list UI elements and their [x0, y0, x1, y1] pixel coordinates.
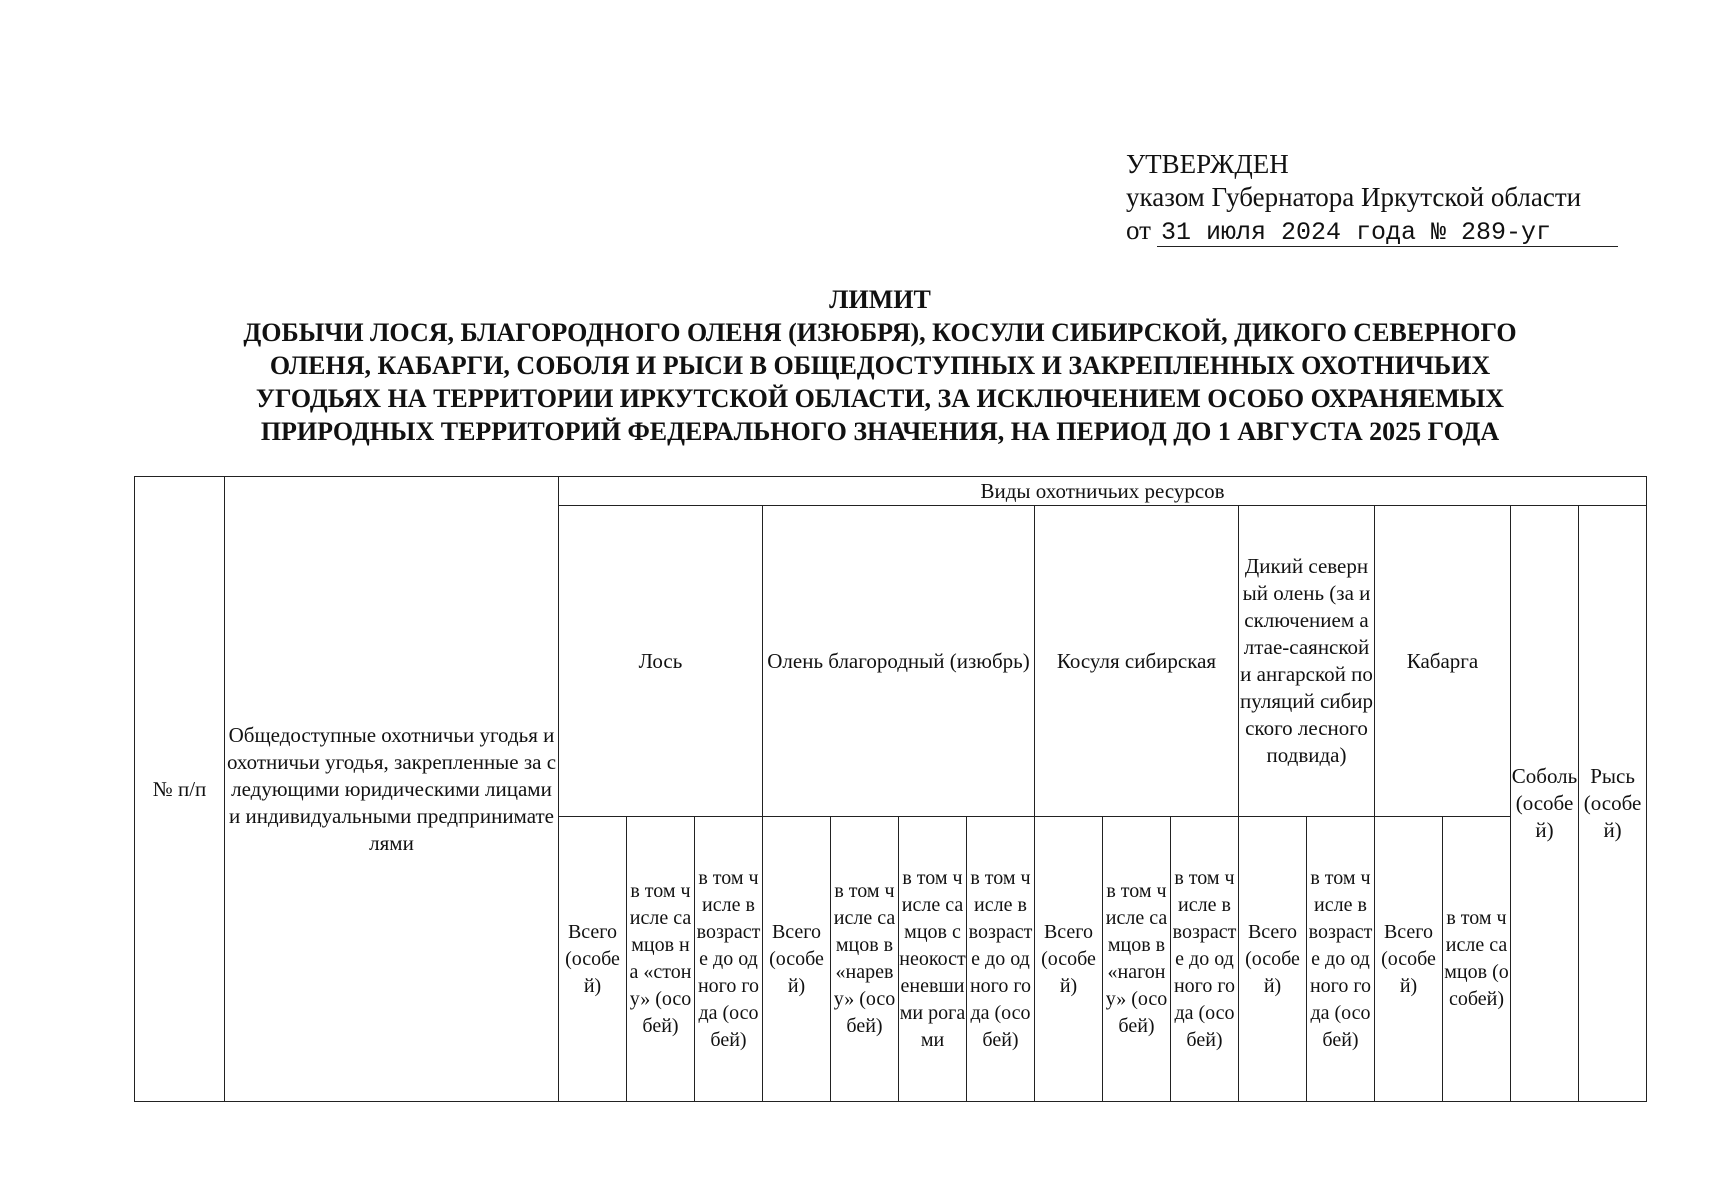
header-group-moose: Лось: [559, 506, 763, 817]
limits-table: [134, 476, 1647, 1102]
header-group-lynx: Рысь (особей): [1579, 506, 1647, 1102]
header-reindeer-under-one: в том числе в возрасте до одного года (особей): [1307, 817, 1375, 1102]
approval-stamp: [1126, 148, 1626, 247]
header-musk-deer-males: в том числе самцов (особей): [1443, 817, 1511, 1102]
header-group-musk-deer: Кабарга: [1375, 506, 1511, 817]
header-hunting-lands: Общедоступные охотничьи угодья и охотничьи угодья, закрепленные за следующими юридическими лицами и индивидуальными предпринимателями: [225, 477, 559, 1102]
header-resource-types: Виды охотничьих ресурсов: [559, 477, 1647, 506]
header-group-sable: Соболь (особей): [1511, 506, 1579, 1102]
header-roe-deer-under-one: в том числе в возрасте до одного года (особей): [1171, 817, 1239, 1102]
header-musk-deer-total: Всего (особей): [1375, 817, 1443, 1102]
header-moose-males-rut: в том числе самцов на «стону» (особей): [627, 817, 695, 1102]
header-red-deer-males-antlers: в том числе самцов с неокостеневшими рогами: [899, 817, 967, 1102]
approval-decree-line: указом Губернатора Иркутской области: [1126, 182, 1582, 212]
title-line-3: УГОДЬЯХ НА ТЕРРИТОРИИ ИРКУТСКОЙ ОБЛАСТИ, ЗА ИСКЛЮЧЕНИЕМ ОСОБО ОХРАНЯЕМЫХ: [255, 384, 1505, 413]
header-red-deer-under-one: в том числе в возрасте до одного года (особей): [967, 817, 1035, 1102]
header-group-reindeer: Дикий северный олень (за исключением алтае-саянской и ангарской популяций сибирского лесного подвида): [1239, 506, 1375, 817]
approval-date-prefix: от: [1126, 215, 1151, 245]
header-group-red-deer: Олень благородный (изюбрь): [763, 506, 1035, 817]
header-roe-deer-total: Всего (особей): [1035, 817, 1103, 1102]
approval-date-line: [1126, 214, 1626, 247]
header-red-deer-males-rut: в том числе самцов в «нареву» (особей): [831, 817, 899, 1102]
approval-date-value: 31 июля 2024 года № 289-уг: [1157, 219, 1618, 247]
title-line-1: ДОБЫЧИ ЛОСЯ, БЛАГОРОДНОГО ОЛЕНЯ (ИЗЮБРЯ), КОСУЛИ СИБИРСКОЙ, ДИКОГО СЕВЕРНОГО: [243, 318, 1517, 347]
title-line-4: ПРИРОДНЫХ ТЕРРИТОРИЙ ФЕДЕРАЛЬНОГО ЗНАЧЕНИЯ, НА ПЕРИОД ДО 1 АВГУСТА 2025 ГОДА: [260, 417, 1500, 446]
header-moose-total: Всего (особей): [559, 817, 627, 1102]
header-moose-under-one: в том числе в возрасте до одного года (особей): [695, 817, 763, 1102]
title-line-2: ОЛЕНЯ, КАБАРГИ, СОБОЛЯ И РЫСИ В ОБЩЕДОСТУПНЫХ И ЗАКРЕПЛЕННЫХ ОХОТНИЧЬИХ: [269, 351, 1491, 380]
header-roe-deer-males-rut: в том числе самцов в «нагону» (особей): [1103, 817, 1171, 1102]
approval-status: УТВЕРЖДЕН: [1126, 149, 1289, 179]
header-row-number: № п/п: [135, 477, 225, 1102]
header-reindeer-total: Всего (особей): [1239, 817, 1307, 1102]
header-red-deer-total: Всего (особей): [763, 817, 831, 1102]
title-heading: ЛИМИТ: [829, 285, 931, 314]
document-title: [130, 283, 1630, 448]
header-group-roe-deer: Косуля сибирская: [1035, 506, 1239, 817]
